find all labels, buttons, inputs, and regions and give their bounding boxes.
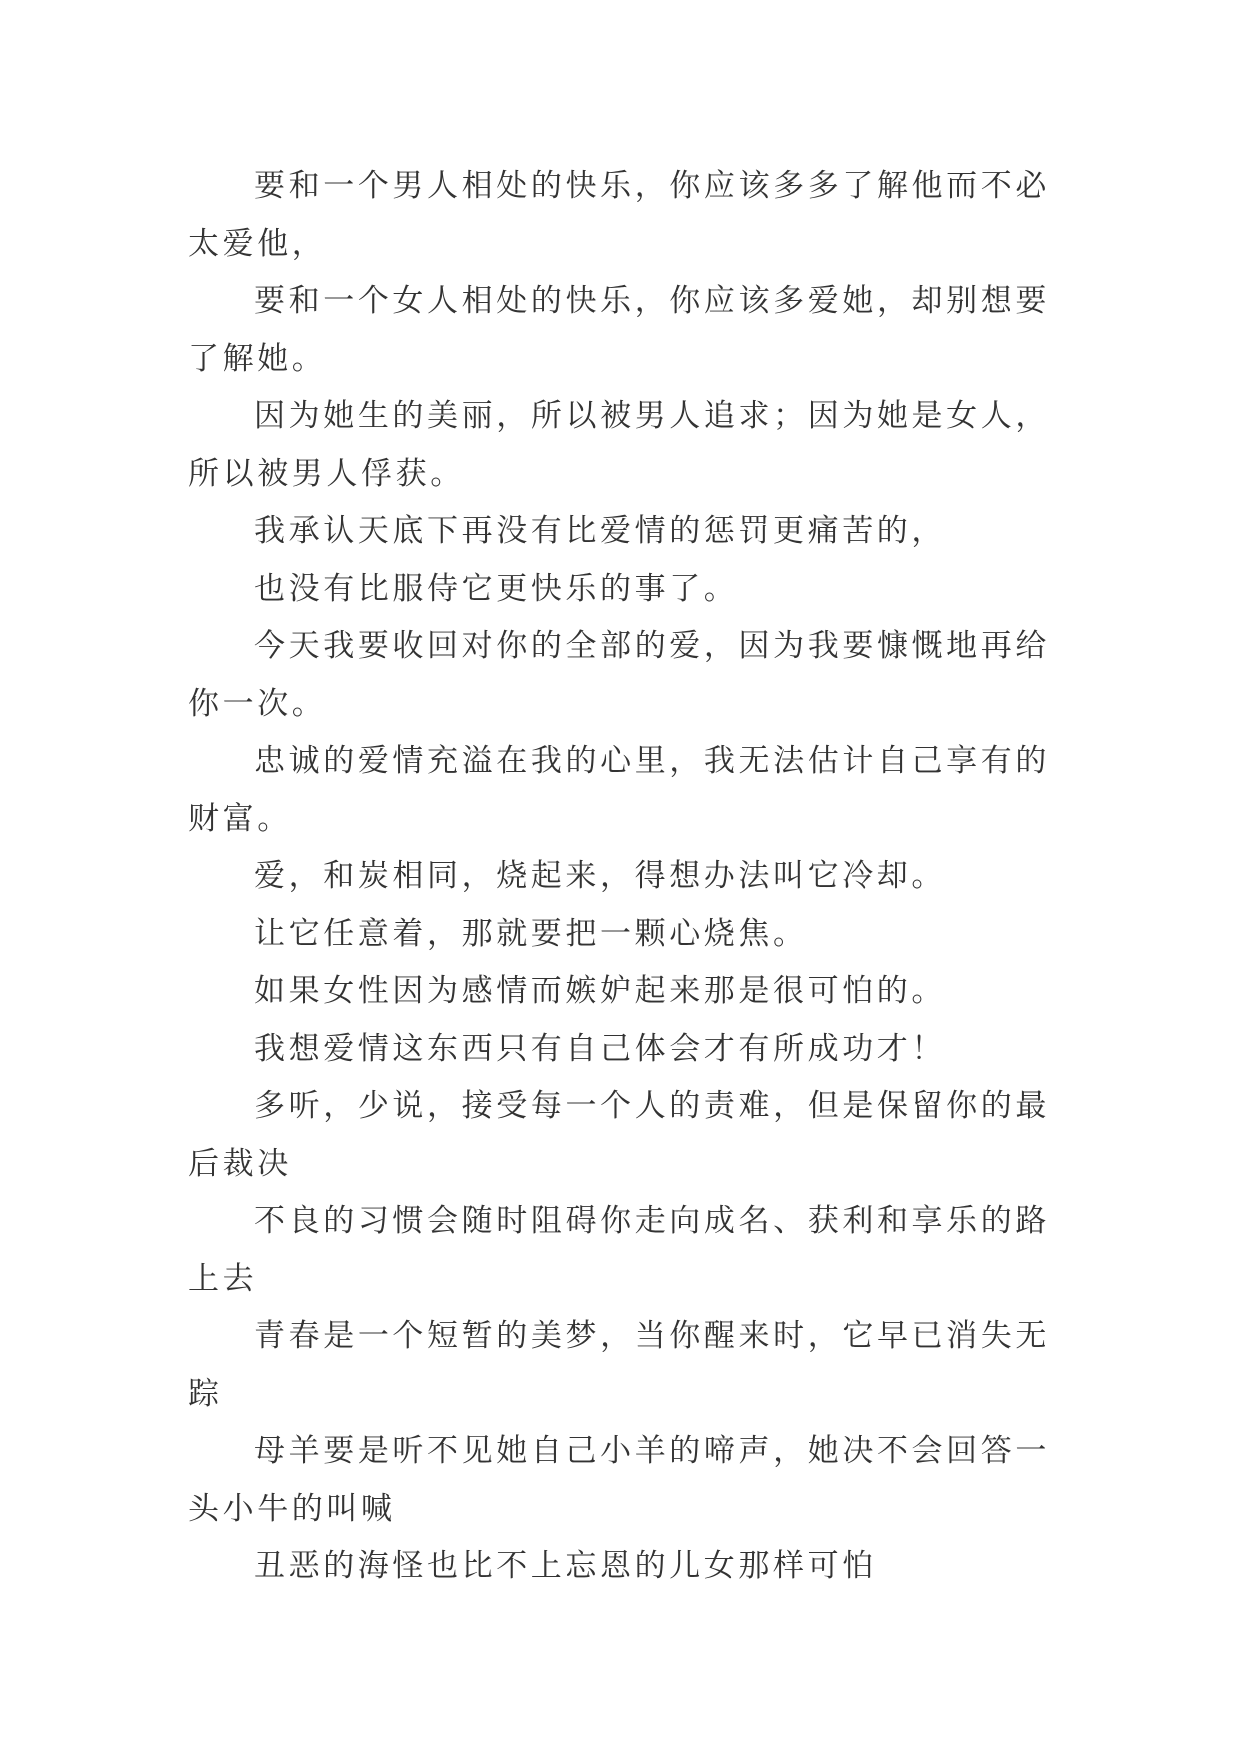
- paragraph: 今天我要收回对你的全部的爱，因为我要慷慨地再给你一次。: [188, 628, 1050, 722]
- paragraph: 爱，和炭相同，烧起来，得想办法叫它冷却。: [254, 858, 946, 894]
- paragraph: 我想爱情这东西只有自己体会才有所成功才！: [254, 1030, 946, 1067]
- paragraph: 如果女性因为感情而嫉妒起来那是很可怕的。: [254, 973, 946, 1009]
- paragraph: 青春是一个短暂的美梦，当你醒来时，它早已消失无踪: [188, 1318, 1050, 1412]
- paragraph: 母羊要是听不见她自己小羊的啼声，她决不会回答一头小牛的叫喊: [188, 1433, 1050, 1527]
- paragraph: 丑恶的海怪也比不上忘恩的儿女那样可怕: [254, 1548, 877, 1584]
- paragraph: 让它任意着，那就要把一颗心烧焦。: [254, 915, 808, 952]
- paragraph: 多听，少说，接受每一个人的责难，但是保留你的最后裁决: [188, 1088, 1050, 1182]
- paragraph: 我承认天底下再没有比爱情的惩罚更痛苦的，: [254, 513, 946, 549]
- paragraph: 因为她生的美丽，所以被男人追求；因为她是女人，所以被男人俘获。: [188, 398, 1050, 492]
- paragraph: 不良的习惯会随时阻碍你走向成名、获利和享乐的路上去: [188, 1203, 1050, 1297]
- paragraph: 要和一个男人相处的快乐，你应该多多了解他而不必太爱他，: [188, 168, 1050, 262]
- paragraph: 要和一个女人相处的快乐，你应该多爱她，却别想要了解她。: [188, 283, 1050, 377]
- paragraph: 忠诚的爱情充溢在我的心里，我无法估计自己享有的财富。: [188, 743, 1050, 837]
- document-body: [188, 158, 1050, 1596]
- paragraph: 也没有比服侍它更快乐的事了。: [254, 570, 739, 607]
